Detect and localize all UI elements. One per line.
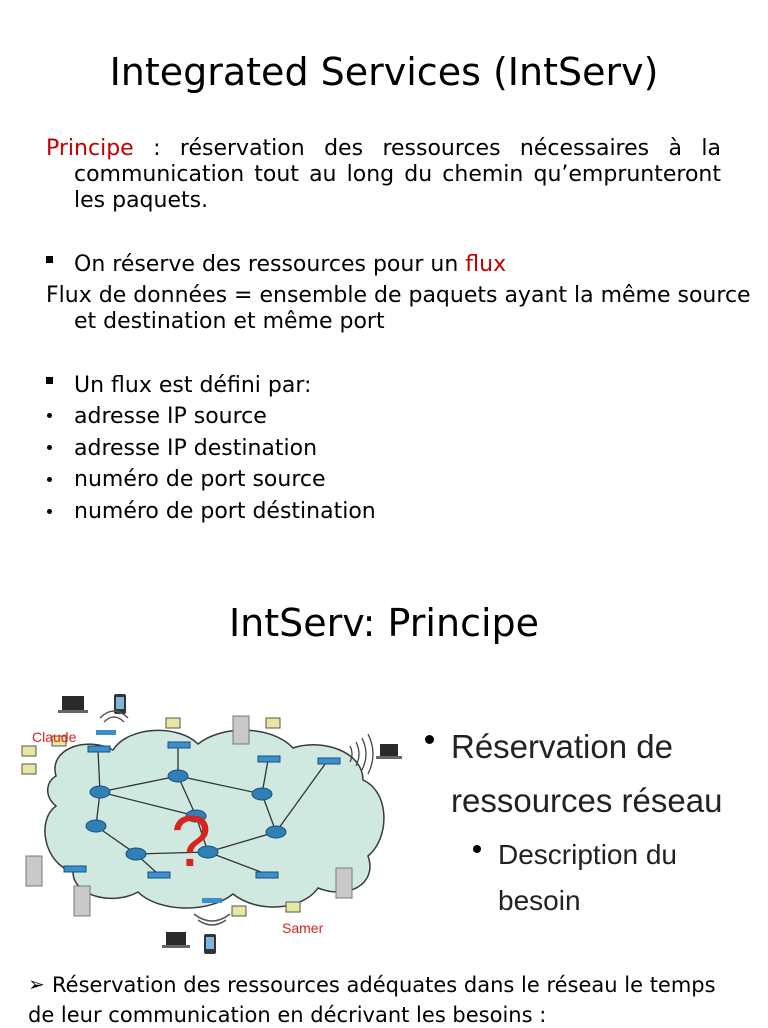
sub-item: numéro de port déstination [74,499,376,524]
reservation-line2: ressources réseau [451,782,723,819]
dot-bullet-icon [425,735,434,744]
monitor-icon [286,902,300,912]
description-line2: besoin [498,885,581,916]
access-point-icon [202,898,222,903]
monitor-icon [166,718,180,728]
server-icon [74,886,90,916]
arrow-line2: de leur communication en décrivant les besoins : [28,1003,547,1027]
label-claude: Claude [32,729,77,745]
server-icon [336,868,352,898]
principe-line1 [46,136,721,162]
router-icon [266,826,286,838]
principe-line1-rest: : réservation des ressources nécessaires à la [133,136,721,161]
dot-bullet-icon [47,477,52,482]
router-icon [168,770,188,782]
bullet-flux [74,252,506,278]
dot-bullet-icon [47,445,52,450]
arrow-bullet-icon: ➢ [28,972,45,996]
description-bullet [498,832,677,924]
slide2-title: IntServ: Principe [228,601,540,645]
router-icon [90,786,110,798]
dot-bullet-icon [47,509,52,514]
bullet-flux-highlight: flux [465,252,507,277]
sub-item: numéro de port source [74,467,326,492]
server-icon [26,856,42,886]
dot-bullet-icon [47,413,52,418]
dot-bullet-icon [473,845,481,853]
monitor-icon [266,718,280,728]
sub-item: adresse IP source [74,404,267,429]
reservation-bullet [451,720,722,828]
question-mark: ? [171,802,212,882]
monitor-icon [22,746,36,756]
principe-label: Principe [46,136,134,161]
server-icon [233,716,249,744]
sub-item: adresse IP destination [74,436,318,461]
switch-icon [256,872,278,878]
router-icon [86,820,106,832]
laptop-icon [380,744,398,756]
square-bullet-icon [46,256,53,263]
flux-def-line2: et destination et même port [74,309,385,334]
switch-icon [258,756,280,762]
flux-def-line1: Flux de données = ensemble de paquets ayant la même source [46,283,751,308]
network-cloud [45,730,384,908]
laptop-icon [166,932,186,945]
label-samer: Samer [282,920,324,936]
slide1-title: Integrated Services (IntServ) [109,50,659,94]
monitor-icon [232,906,246,916]
square-bullet-icon [46,377,53,384]
reservation-line1: Réservation de [451,728,673,765]
arrow-line1: Réservation des ressources adéquates dans le réseau le temps [52,973,716,997]
switch-icon [148,872,170,878]
laptop-icon [62,696,84,710]
bullet-flux-text: On réserve des ressources pour un [74,252,466,277]
monitor-icon [22,764,36,774]
switch-icon [318,758,340,764]
switch-icon [168,742,190,748]
router-icon [126,848,146,860]
bullet-flux-defined: Un flux est défini par: [74,373,312,398]
access-point-icon [96,730,116,735]
router-icon [252,788,272,800]
switch-icon [88,746,110,752]
description-line1: Description du [498,839,677,870]
network-diagram [18,688,410,958]
switch-icon [64,866,86,872]
principe-line3: les paquets. [74,188,209,213]
principe-line2: communication tout au long du chemin qu’emprunteront [74,162,721,187]
